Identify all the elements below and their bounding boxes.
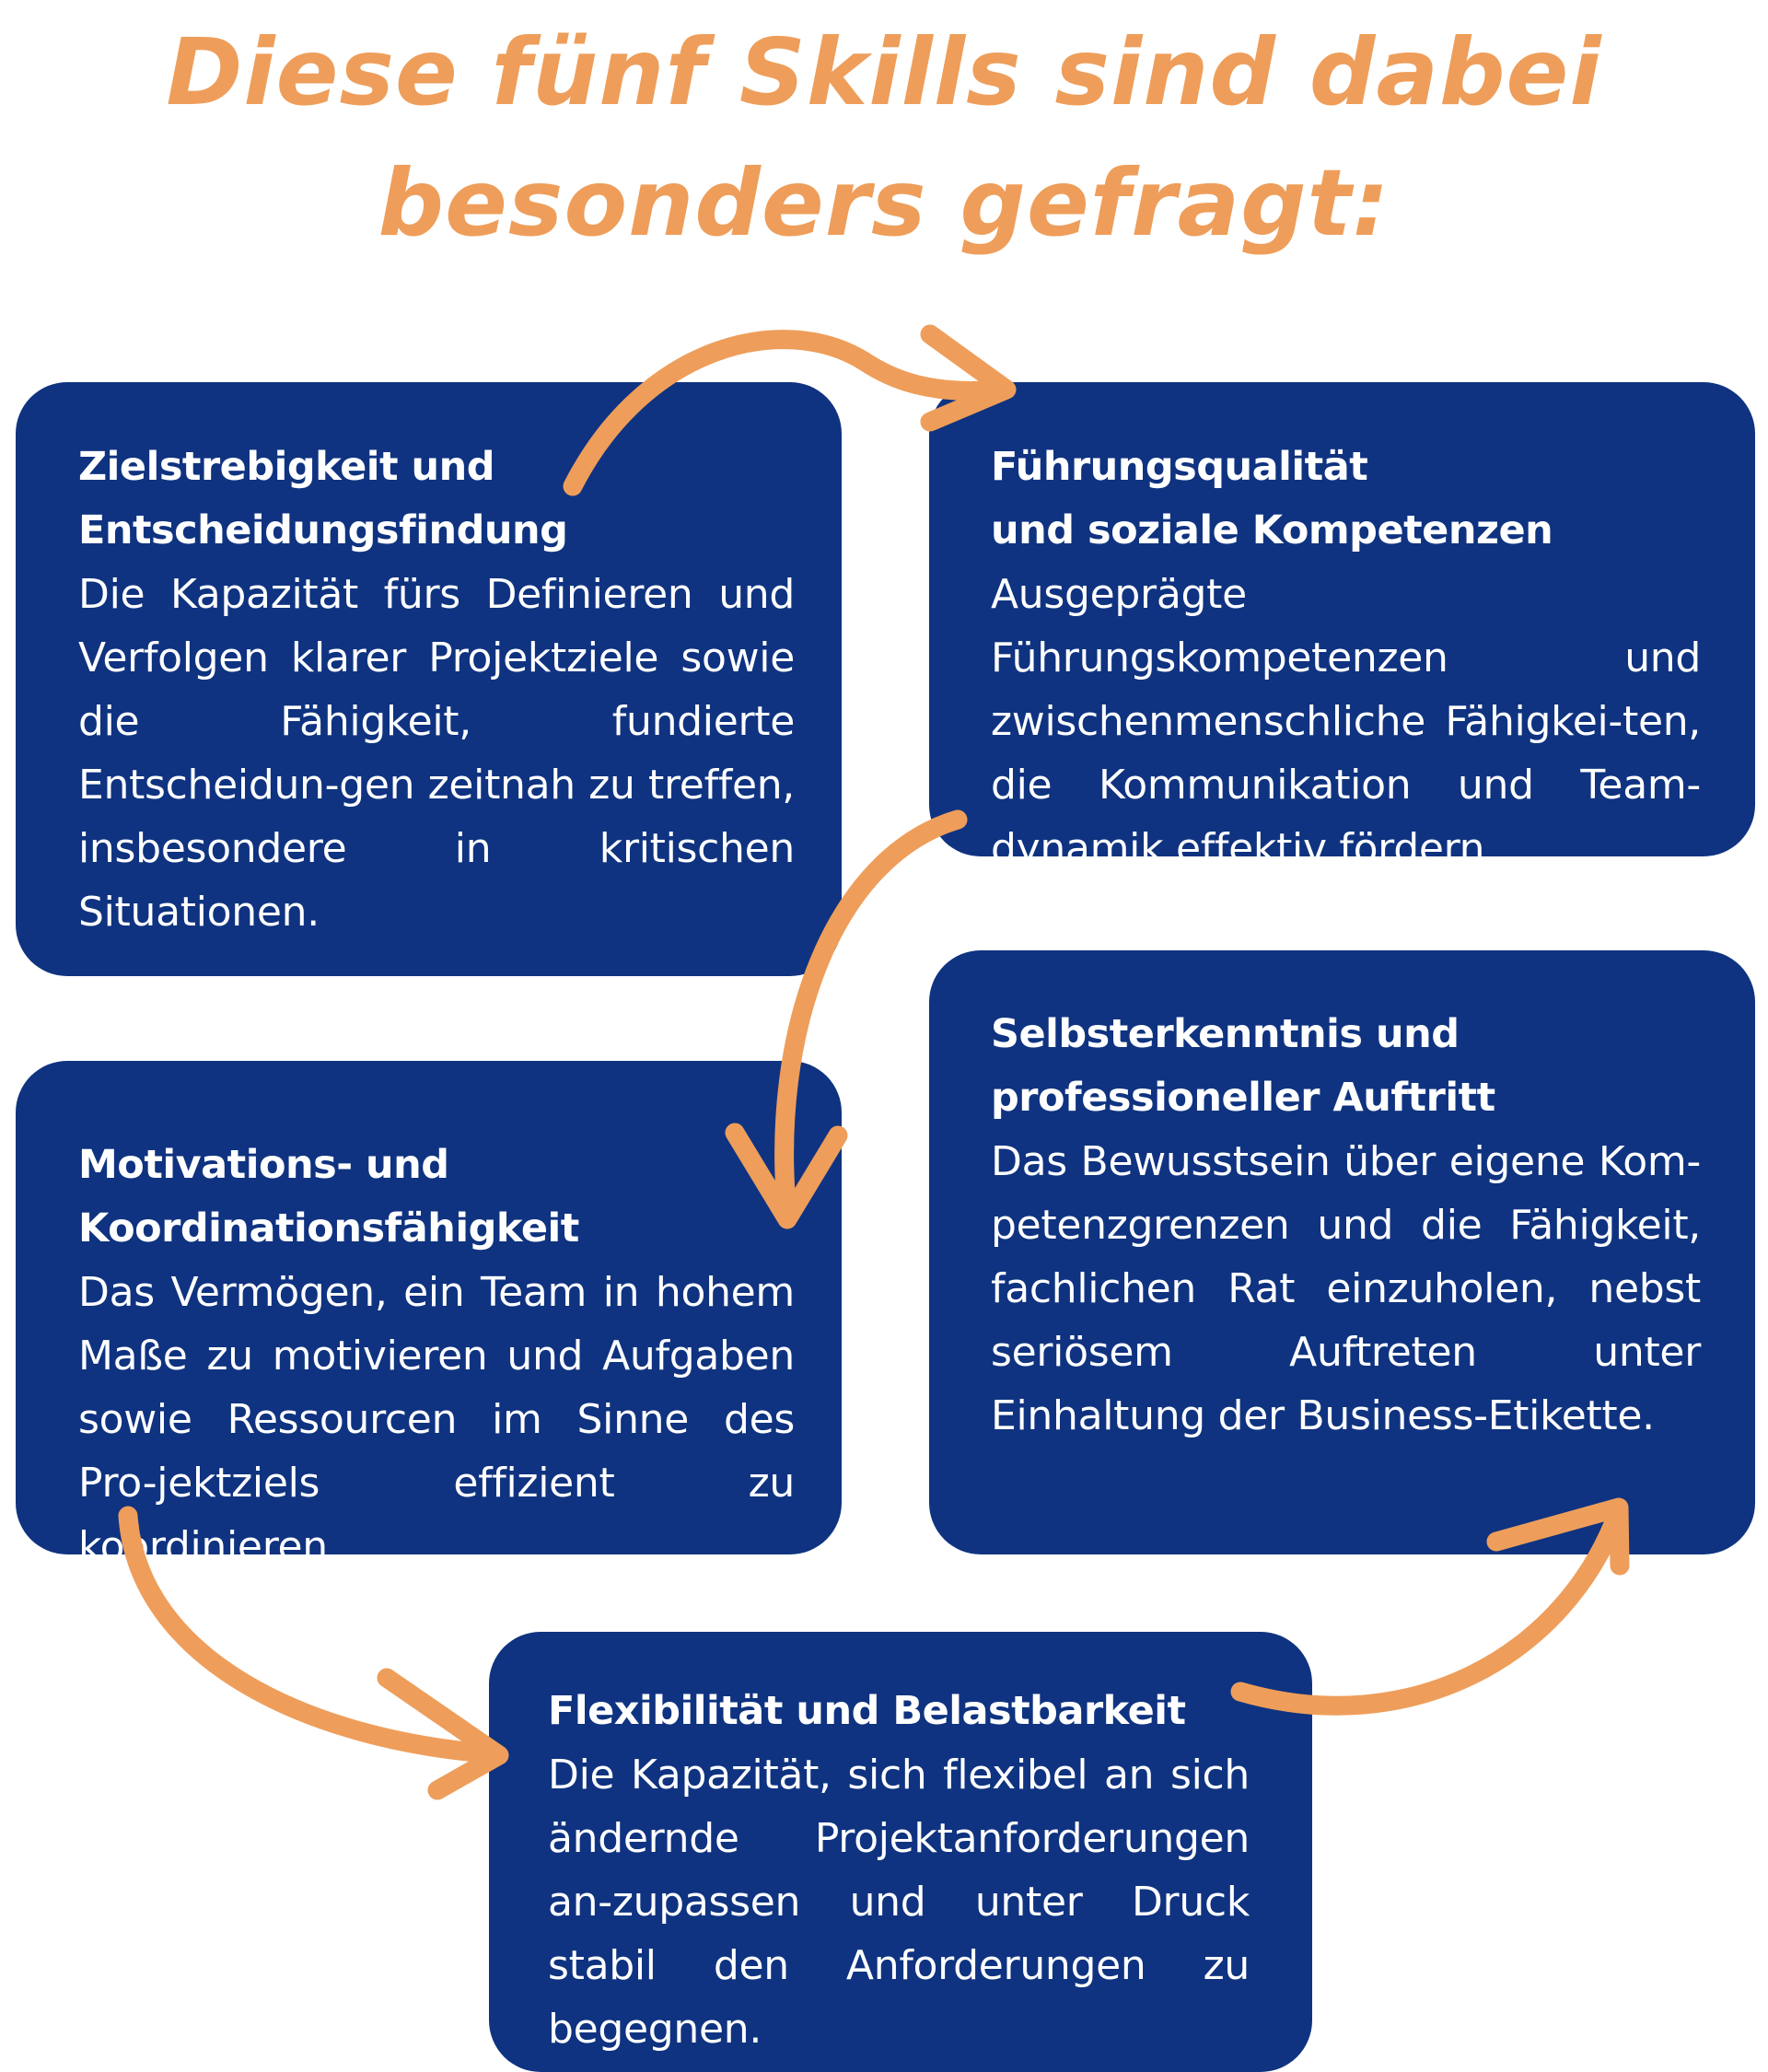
page-title xyxy=(0,7,1768,269)
skill-description: Die Kapazität, sich flexibel an sich ändernde Projektanforderungen an-zupassen und unter Druck stabil den Anforderungen zu begegnen. xyxy=(548,1752,1250,2053)
skill-box-goal-orientation xyxy=(16,382,842,976)
title-line-1: Diese fünf Skills sind dabei xyxy=(166,18,1602,126)
skill-heading-line-1: Selbsterkenntnis und xyxy=(991,1011,1460,1057)
skill-description: Das Vermögen, ein Team in hohem Maße zu motivieren und Aufgaben sowie Ressourcen im Sinne des Pro-jektziels effizient zu koordinieren. xyxy=(78,1269,795,1570)
skill-heading-line-2: Entscheidungsfindung xyxy=(78,507,568,553)
skill-box-motivation xyxy=(16,1061,842,1570)
skill-description: Das Bewusstsein über eigene Kom-petenzgrenzen und die Fähigkeit, fachlichen Rat einzuholen, nebst seriösem Auftreten unter Einhaltung der Business-Etikette. xyxy=(991,1138,1701,1439)
title-line-2: besonders gefragt: xyxy=(378,149,1390,257)
skill-description: Die Kapazität fürs Definieren und Verfolgen klarer Projektziele sowie die Fähigkeit, fundierte Entscheidun-gen zeitnah zu treffen, insbesondere in kritischen Situationen. xyxy=(78,571,795,936)
skill-heading-line-1: Führungsqualität xyxy=(991,444,1368,490)
skill-heading-line-2: professioneller Auftritt xyxy=(991,1075,1495,1121)
skill-box-leadership xyxy=(929,382,1755,872)
arrowhead-3 xyxy=(387,1678,499,1790)
skill-heading xyxy=(991,1003,1701,1130)
skill-box-flexibility xyxy=(489,1632,1312,2072)
skill-heading-line-2: Koordinationsfähigkeit xyxy=(78,1205,579,1251)
skill-heading xyxy=(78,1134,795,1261)
skill-heading-line-1: Zielstrebigkeit und xyxy=(78,444,495,490)
skill-heading xyxy=(548,1680,1250,1743)
skill-heading-line-1: Flexibilität und Belastbarkeit xyxy=(548,1688,1186,1734)
skill-description: Ausgeprägte Führungskompetenzen und zwischenmenschliche Fähigkei-ten, die Kommunikation und Team-dynamik effektiv fördern. xyxy=(991,571,1701,872)
skill-heading xyxy=(991,436,1701,563)
skill-box-self-awareness xyxy=(929,950,1755,1554)
skill-heading-line-2: und soziale Kompetenzen xyxy=(991,507,1553,553)
skill-heading-line-1: Motivations- und xyxy=(78,1142,449,1188)
skill-heading xyxy=(78,436,795,563)
